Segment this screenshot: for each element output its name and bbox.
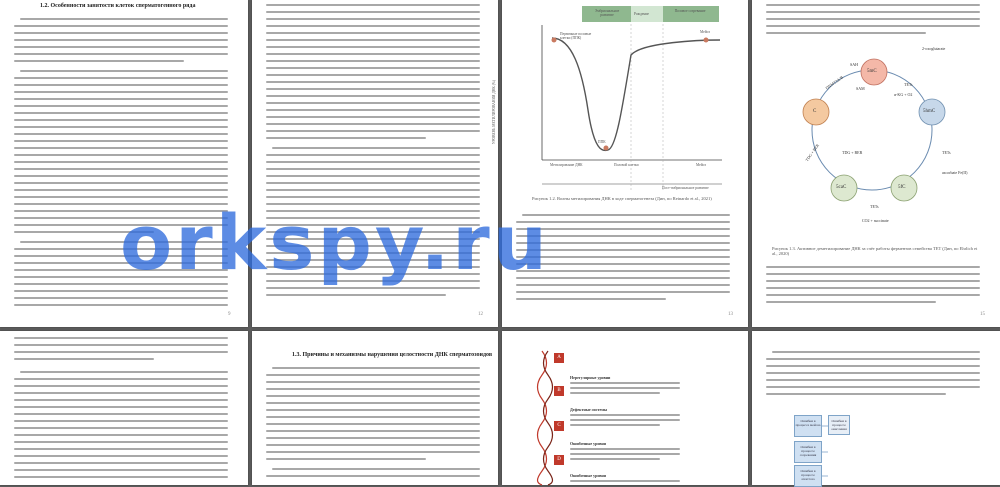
flow-arrows — [822, 411, 862, 485]
cofactor-label-ascorbate: ascorbate Fe(II) — [942, 170, 968, 175]
cofactor-label-sah: SAH — [850, 62, 859, 67]
cofactor-label-sam: SAM — [856, 86, 865, 91]
page-number: 15 — [980, 312, 985, 317]
phase-label-birth: Рождение — [634, 12, 649, 16]
timeline-label-meiosis: Мейоз — [696, 163, 706, 167]
flow-box-maturation: Ошибки в процессе созревания — [794, 441, 822, 463]
document-page-9 — [0, 0, 248, 327]
y-axis-label: УРОВЕНЬ МЕТИЛИРОВАНИЯ ДНК (%) — [492, 79, 497, 145]
section-heading: 1.3. Причины и механизмы нарушения целостности ДНК сперматозоидов — [292, 352, 493, 358]
figure-panel-b: B — [554, 386, 564, 396]
document-page-section-1-3 — [252, 331, 498, 485]
dna-helix-icon — [540, 351, 550, 485]
node-label-c: C — [813, 109, 817, 114]
meiosis-cell-marker — [704, 38, 709, 43]
timeline-label-germ-cell: Половой клетки — [614, 163, 639, 167]
node-label-5cac: 5caC — [836, 185, 847, 190]
meiosis-annotation: Мейоз — [700, 30, 710, 34]
enzyme-label-tdg-ber-2: TDG + BER — [842, 150, 863, 155]
pgc-cell-marker-low — [604, 146, 609, 151]
page-number: 12 — [478, 312, 483, 317]
figure-panel-c: C — [554, 421, 564, 431]
methylation-curve — [552, 38, 720, 151]
flow-box-apoptosis: Ошибки в процессе апоптоза — [794, 465, 822, 487]
enzyme-label-dnmt: DNMT3A/B — [824, 74, 845, 91]
phase-label-embryonic: Эмбриональное развитие — [594, 9, 620, 17]
document-page-12 — [252, 0, 498, 327]
flow-box-oxidation: Ошибки в процессе окисления — [828, 415, 850, 435]
document-page-13 — [492, 0, 748, 327]
enzyme-label-tdg-ber: TDG + BER — [804, 142, 820, 163]
node-label-5mc: 5mC — [867, 69, 877, 74]
document-page-16 — [0, 331, 248, 485]
phase-label-puberty: Половое созревание — [674, 9, 706, 13]
section-heading: 1.2. Особенности занятости клеток сперматогенного ряда — [40, 3, 196, 9]
flow-box-meiosis: Ошибки в процессе мейоза — [794, 415, 822, 437]
figure-panel-d: D — [554, 455, 564, 465]
figure-caption: Рисунок 1.3. Активное деметилирование ДНК за счёт работы ферментов семейства TET (Дин, по Ehrlich et al., 2020) — [772, 246, 978, 256]
enzyme-label-tets-3: TETs — [870, 204, 879, 209]
node-label-5hmc: 5hmC — [923, 109, 936, 114]
figure-panel-a: A — [554, 353, 564, 363]
item-label-4: Ошибочные уровни — [570, 473, 606, 478]
cofactor-label-2og: 2-oxoglutarate — [922, 46, 946, 51]
watermark: orkspy.ru — [120, 198, 550, 287]
methylation-curve-figure — [502, 0, 748, 200]
pgc-cell-marker — [552, 38, 557, 43]
document-page-figure-list — [502, 331, 748, 485]
pgc-low-annotation: ППК — [598, 140, 606, 144]
item-label-1: Нерегулярные уровни — [570, 375, 611, 380]
byproduct-label-co2: CO2 + succinate — [862, 218, 889, 223]
enzyme-label-tets-2: TETs — [942, 150, 951, 155]
item-label-2: Дефектные системы — [570, 407, 608, 412]
page-number: 13 — [728, 312, 733, 317]
enzyme-label-tets-1: TETs — [904, 82, 913, 87]
figure-caption: Рисунок 1.2. Волны метилирования ДНК в ходе сперматогенеза (Дин, по Reinardo et al., 2021) — [532, 196, 712, 201]
pgc-annotation: Первичные половые клетки (ППК) — [560, 32, 592, 40]
cofactor-label-akg: α-KG + O2 — [894, 92, 913, 97]
node-label-5fc: 5fC — [898, 185, 906, 190]
timeline-label-postembryonic: Пост-эмбриональное развитие — [662, 186, 709, 190]
page-number: 9 — [228, 312, 231, 317]
item-label-3: Ошибочные уровни — [570, 441, 606, 446]
document-page-15 — [752, 0, 1000, 327]
timeline-label-methylation: Метилирование ДНК — [550, 163, 583, 167]
document-page-flow — [752, 331, 1000, 485]
